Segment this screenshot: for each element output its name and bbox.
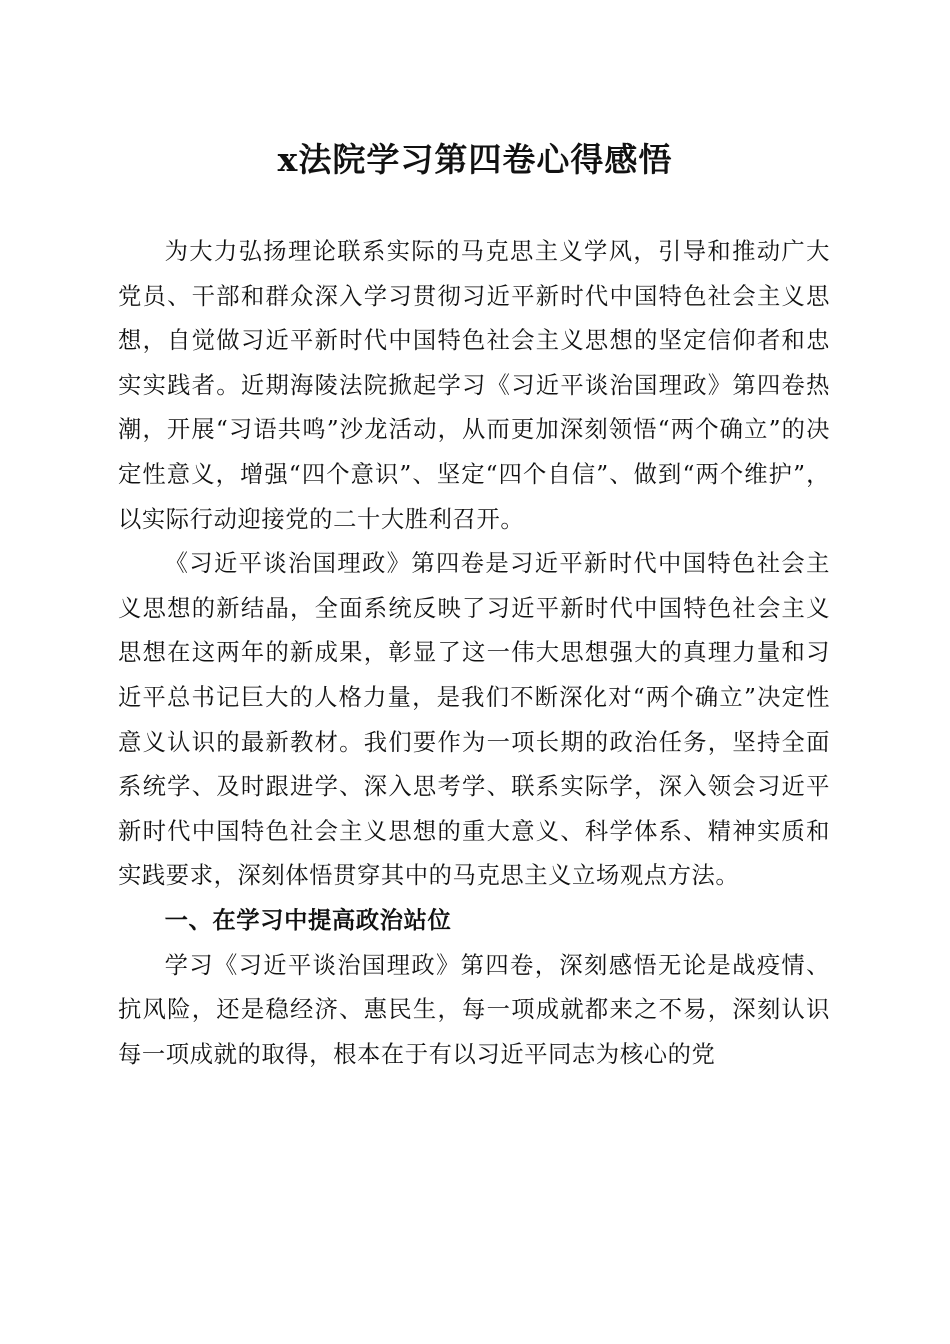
document-title: x法院学习第四卷心得感悟 xyxy=(277,140,673,179)
paragraph-volume-four: 《习近平谈治国理政》第四卷是习近平新时代中国特色社会主义思想的新结晶，全面系统反映了习近平新时代中国特色社会主义思想在这两年的新成果，彰显了这一伟大思想强大的真理力量和习近平总书记巨大的人格力量，是我们不断深化对“两个确立”决定性意义认识的最新教材。我们要作为一项长期的政治任务，坚持全面系统学、及时跟进学、深入思考学、联系实际学，深入领会习近平新时代中国特色社会主义思想的重大意义、科学体系、精神实质和实践要求，深刻体悟贯穿其中的马克思主义立场观点方法。 xyxy=(118,550,830,890)
paragraph-section-1: 学习《习近平谈治国理政》第四卷，深刻感悟无论是战疫情、抗风险，还是稳经济、惠民生，每一项成就都来之不易，深刻认识每一项成就的取得，根本在于有以习近平同志为核心的党 xyxy=(118,951,830,1068)
document-body xyxy=(118,230,830,1077)
paragraph-intro: 为大力弘扬理论联系实际的马克思主义学风，引导和推动广大党员、干部和群众深入学习贯彻习近平新时代中国特色社会主义思想，自觉做习近平新时代中国特色社会主义思想的坚定信仰者和忠实实践者。近期海陵法院掀起学习《习近平谈治国理政》第四卷热潮，开展“习语共鸣”沙龙活动，从而更加深刻领悟“两个确立”的决定性意义，增强“四个意识”、坚定“四个自信”、做到“两个维护”，以实际行动迎接党的二十大胜利召开。 xyxy=(118,238,830,533)
section-heading-1: 一、在学习中提高政治站位 xyxy=(164,906,452,934)
